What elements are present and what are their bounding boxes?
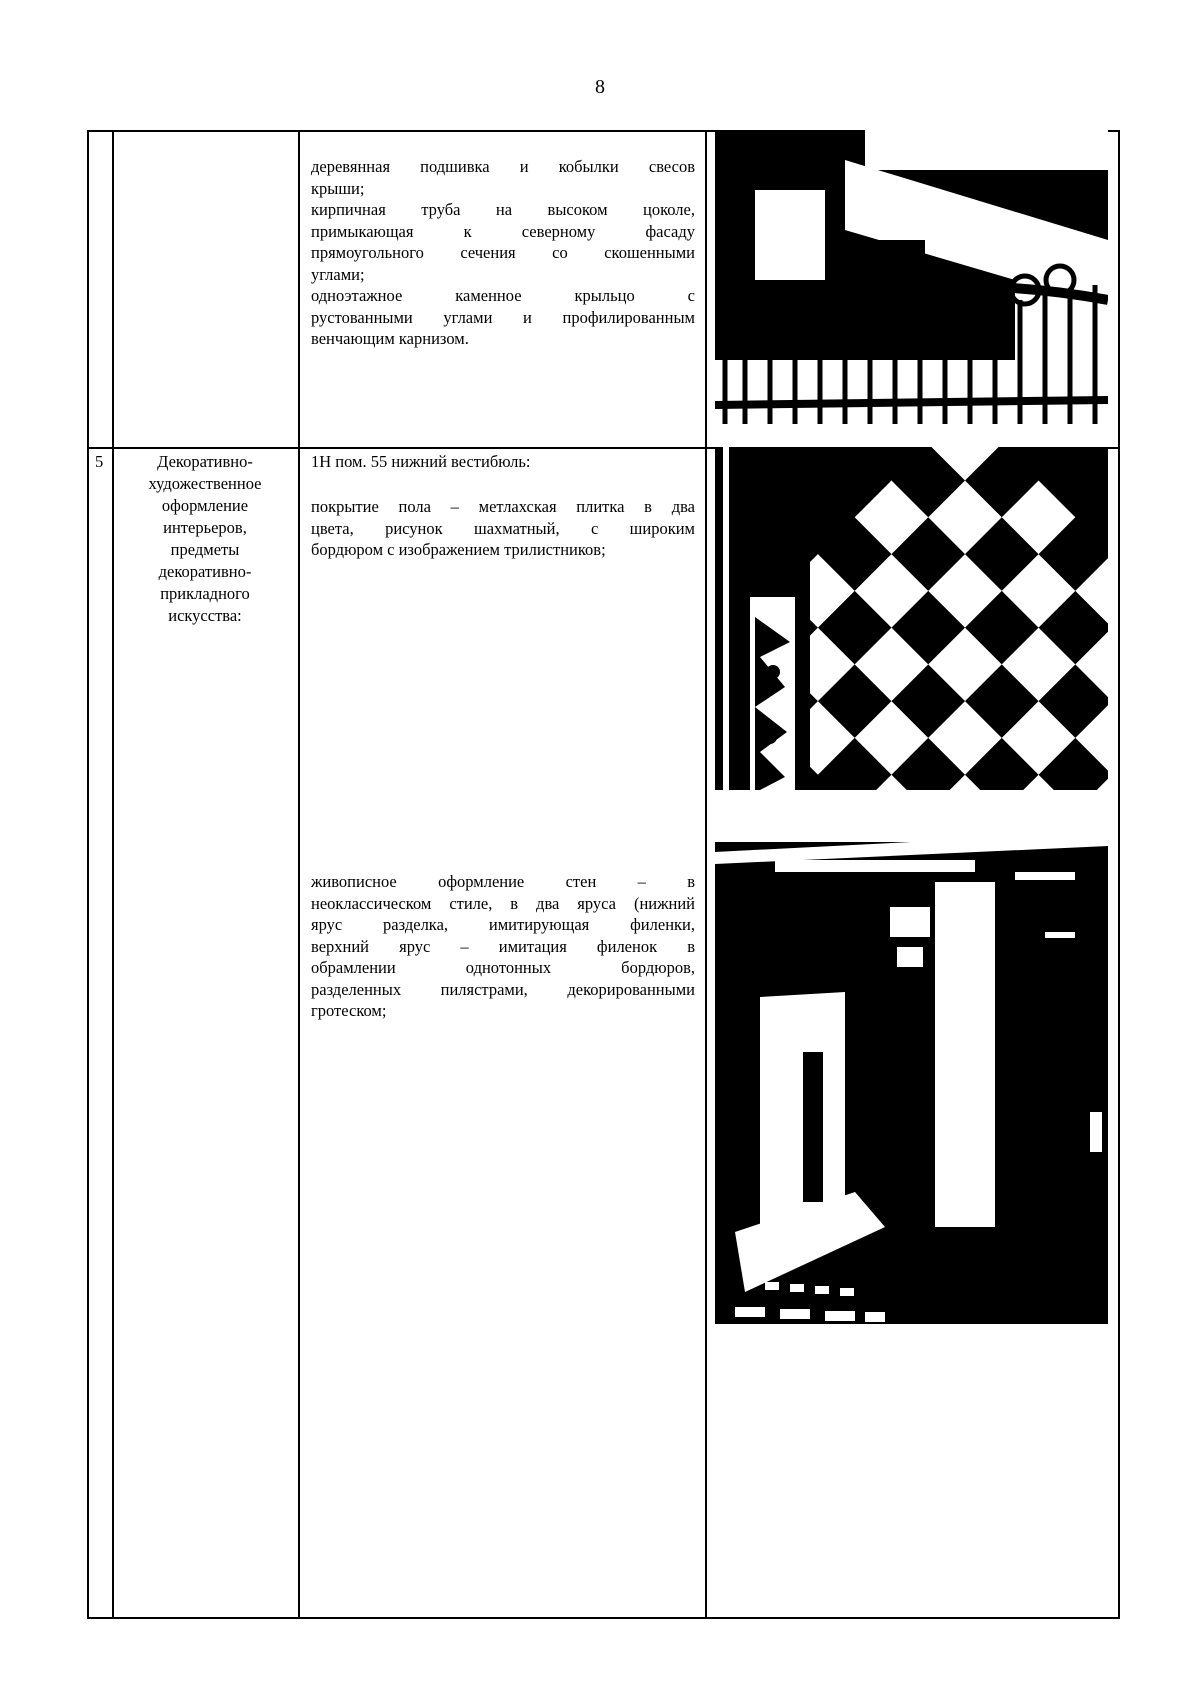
table-bottom-border bbox=[87, 1617, 1120, 1619]
building-fence-photo bbox=[715, 130, 1108, 424]
text-line: бордюром с изображением трилистников; bbox=[311, 540, 606, 559]
row-number: 5 bbox=[95, 452, 104, 471]
text-line: цвета, рисунок шахматный, с широким bbox=[311, 518, 695, 538]
column-divider-3 bbox=[705, 130, 707, 1619]
text-line: верхний ярус – имитация филенок в bbox=[311, 936, 695, 956]
text-line: кирпичная труба на высоком цоколе, bbox=[311, 200, 695, 219]
text-line: прямоугольного сечения со скошенными bbox=[311, 243, 695, 262]
text-line: гротеском; bbox=[311, 1001, 387, 1020]
text-line: оформление bbox=[161, 496, 249, 515]
text-line: предметы bbox=[170, 540, 240, 559]
text-line: примыкающая к северному фасаду bbox=[311, 221, 695, 241]
text-line: декоративно- bbox=[158, 562, 252, 581]
text-line: одноэтажное каменное крыльцо с bbox=[311, 286, 695, 305]
top-row-description bbox=[311, 156, 695, 350]
text-line: рустованными углами и профилированным bbox=[311, 307, 695, 327]
text-line: интерьеров, bbox=[163, 518, 247, 537]
text-line: разделенных пилястрами, декорированными bbox=[311, 979, 695, 999]
text-line: покрытие пола – метлахская плитка в два bbox=[311, 497, 695, 516]
text-line: искусства: bbox=[168, 606, 242, 625]
text-line: прикладного bbox=[160, 584, 250, 603]
text-line: ярус разделка, имитирующая филенки, bbox=[311, 915, 695, 934]
text-line: Декоративно- bbox=[157, 452, 253, 471]
column-divider-2 bbox=[298, 130, 300, 1619]
text-line: деревянная подшивка и кобылки свесов bbox=[311, 157, 695, 176]
page-number: 8 bbox=[595, 76, 605, 98]
text-line: художественное bbox=[148, 474, 262, 493]
column-divider-1 bbox=[112, 130, 114, 1619]
text-line: обрамлении однотонных бордюров, bbox=[311, 958, 695, 977]
text-line: углами; bbox=[311, 264, 365, 284]
text-line: крыши; bbox=[311, 178, 365, 198]
text-line: неоклассическом стиле, в два яруса (нижний bbox=[311, 893, 695, 913]
walls-description bbox=[311, 871, 695, 1022]
floor-description bbox=[311, 496, 695, 561]
vestibule-interior-photo bbox=[715, 812, 1108, 1324]
table-right-border bbox=[1118, 130, 1120, 1619]
text-line: живописное оформление стен – в bbox=[311, 872, 695, 891]
row-name bbox=[114, 451, 296, 627]
text-line: венчающим карнизом. bbox=[311, 329, 469, 348]
room-heading: 1Н пом. 55 нижний вестибюль: bbox=[311, 452, 531, 471]
checkered-floor-photo bbox=[715, 447, 1108, 790]
table-left-border bbox=[87, 130, 89, 1619]
